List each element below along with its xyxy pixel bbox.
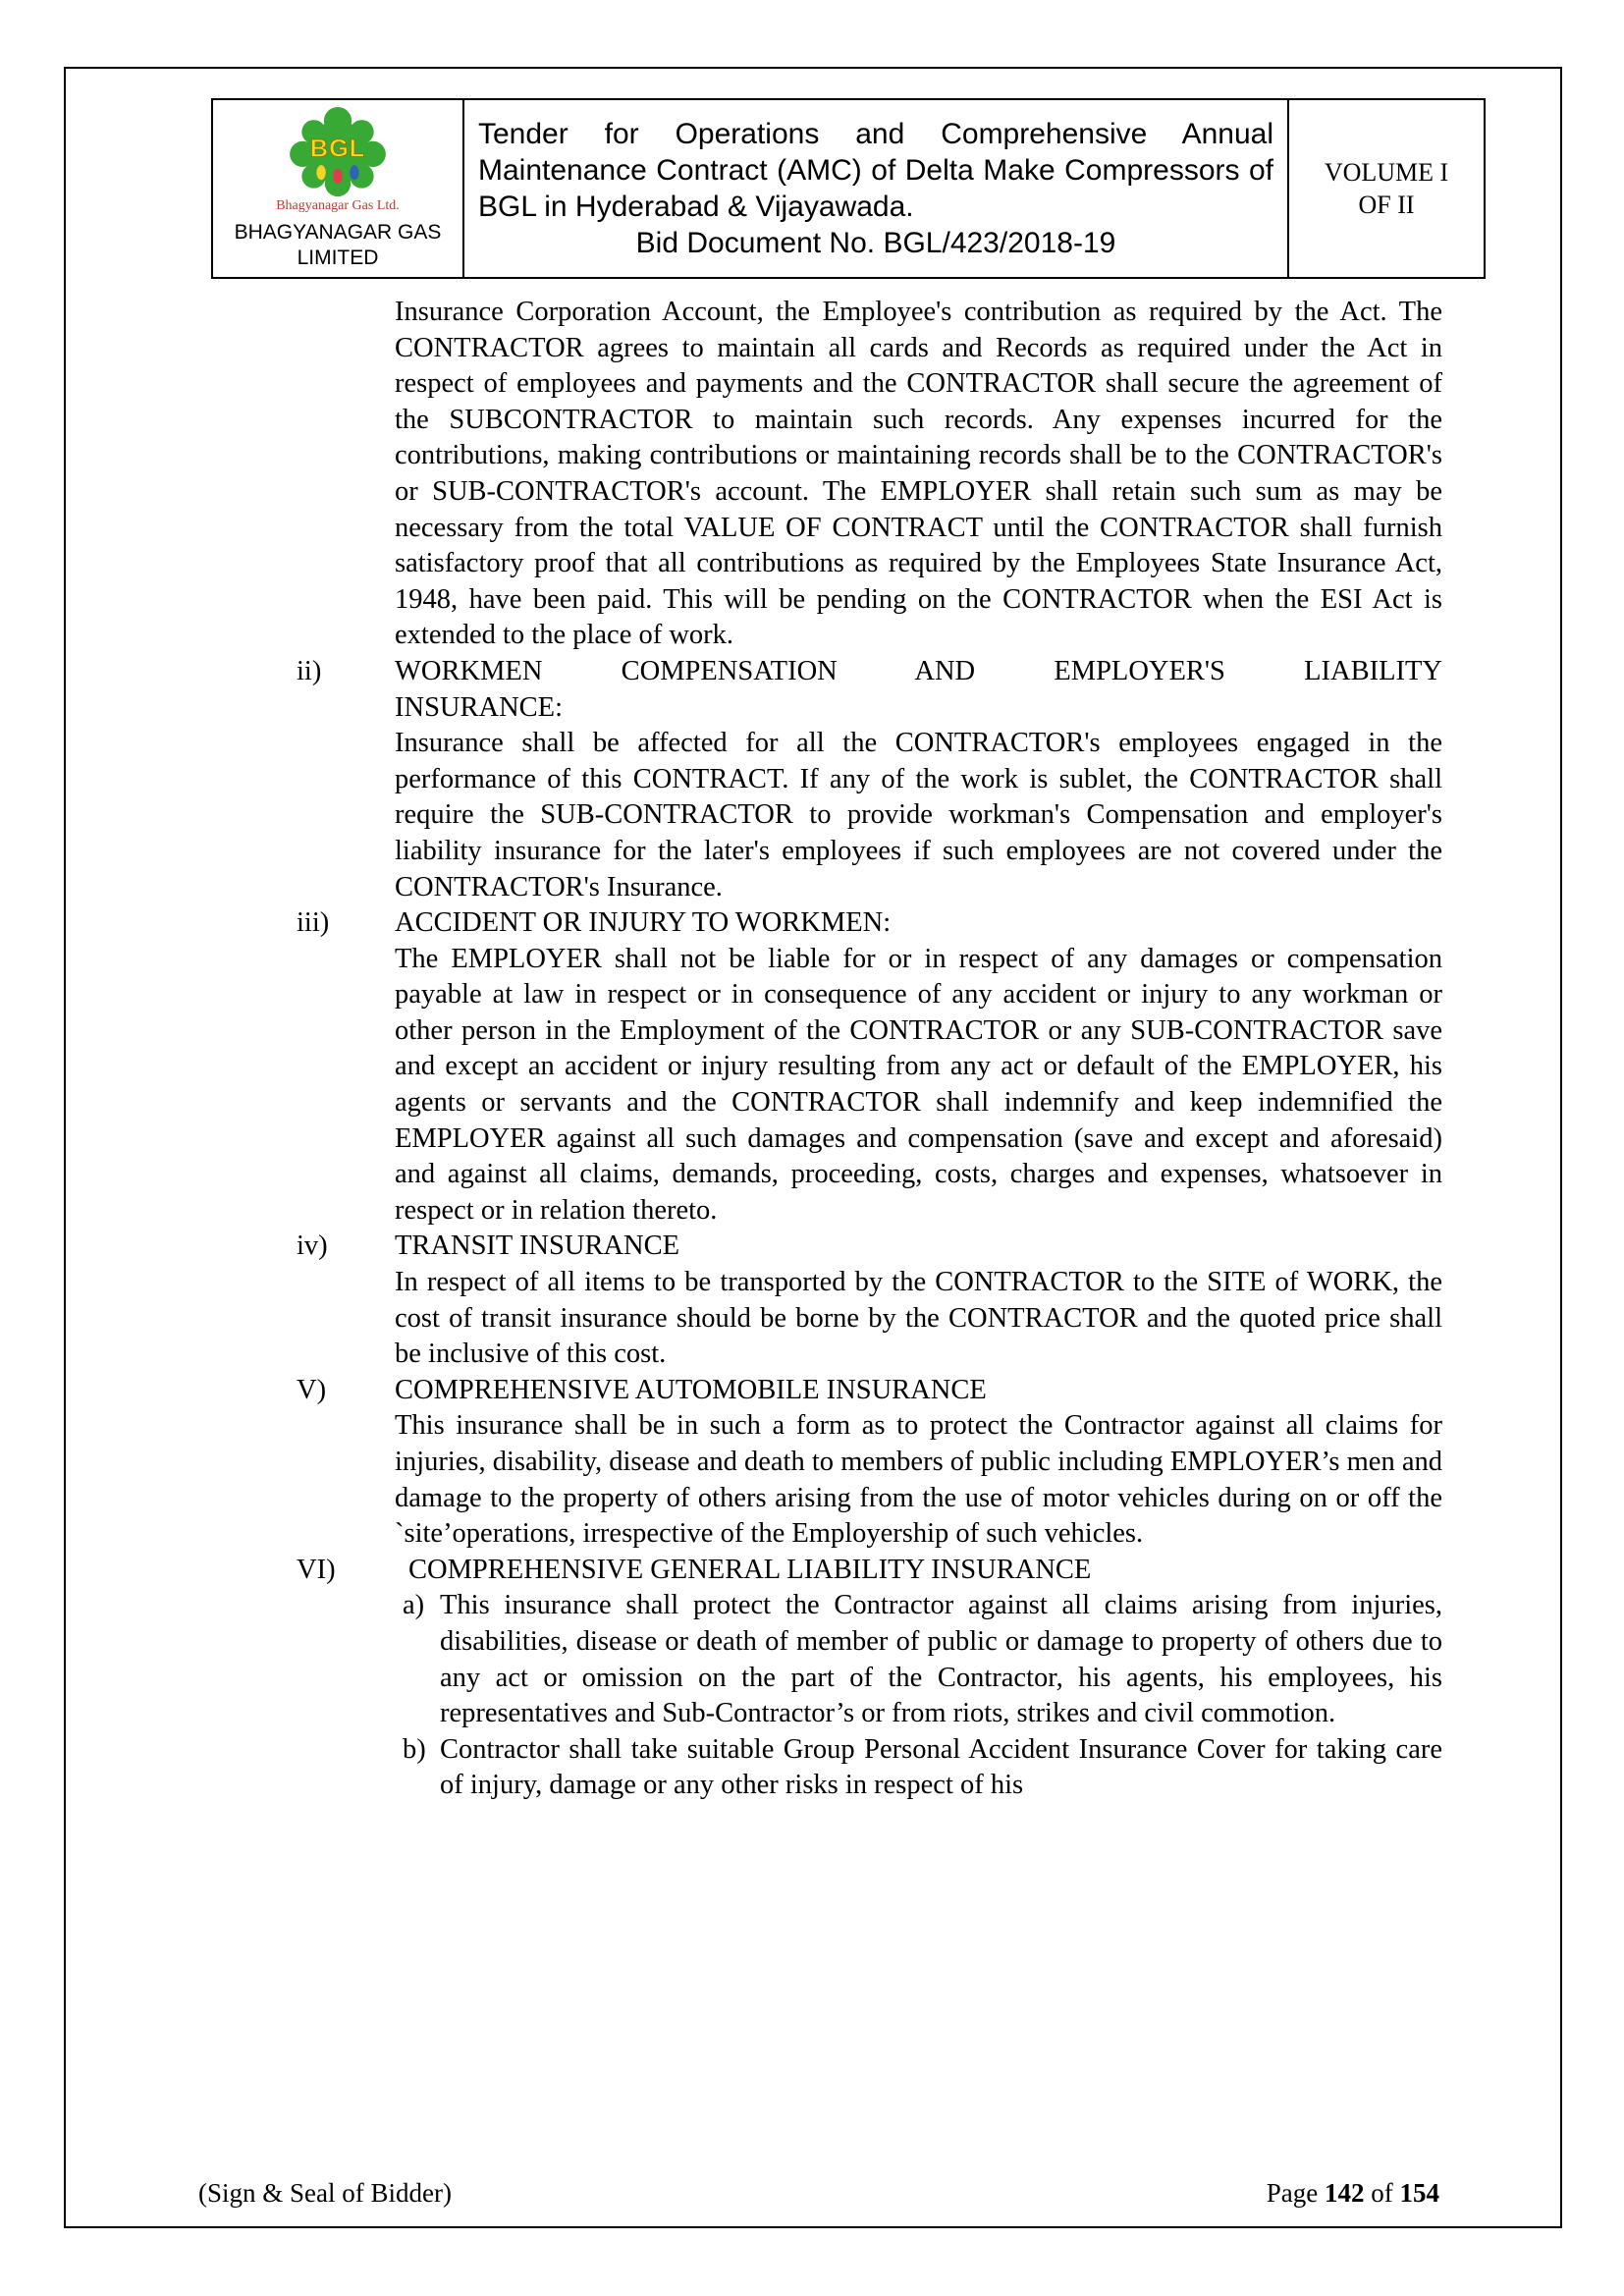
item-heading-vi: COMPREHENSIVE GENERAL LIABILITY INSURANCE	[408, 1554, 1092, 1585]
list-item-iv	[297, 1229, 1442, 1372]
item-heading-iii: ACCIDENT OR INJURY TO WORKMEN:	[395, 907, 892, 939]
page-footer	[198, 2176, 1439, 2210]
page-current: 142	[1325, 2178, 1365, 2208]
paragraph-intro: Insurance Corporation Account, the Employee's contribution as required by the Act. The CONTRACTOR agrees to maintain all cards and Records as required under the Act in respect of employees and payments and the CONTRACTOR shall secure the agreement of the SUBCONTRACTOR to maintain such records. Any expenses incurred for the contributions, making contributions or maintaining records shall be to the CONTRACTOR's or SUB-CONTRACTOR's account. The EMPLOYER shall retain such sum as may be necessary from the total VALUE OF CONTRACT until the CONTRACTOR shall furnish satisfactory proof that all contributions as required by the Employees State Insurance Act, 1948, have been paid. This will be pending on the CONTRACTOR when the ESI Act is extended to the place of work.	[395, 297, 1442, 651]
item-body-v	[395, 1373, 1442, 1553]
item-label-iii: iii)	[297, 907, 330, 939]
item-text-v: This insurance shall be in such a form as to protect the Contractor against all claims for injuries, disability, disease and death to members of public including EMPLOYER’s men and damage to the property of others arising from the use of motor vehicles during on or off the `site’operations, irrespective of the Employership of such vehicles.	[395, 1410, 1442, 1550]
item-body-iv	[395, 1229, 1442, 1372]
logo-letters: BGL	[309, 135, 366, 163]
page-total: 154	[1399, 2178, 1439, 2208]
sub-item-b	[395, 1732, 1442, 1804]
item-label-iv: iv)	[297, 1230, 328, 1262]
list-item-ii	[297, 654, 1442, 905]
sub-item-a	[395, 1588, 1442, 1731]
volume-cell	[1288, 99, 1485, 278]
org-name-line2: LIMITED	[297, 246, 379, 269]
item-text-ii: Insurance shall be affected for all the CONTRACTOR's employees engaged in the performance of this CONTRACT. If any of the work is sublet, the CONTRACTOR shall require the SUB-CONTRACTOR to provide workman's Compensation and employer's liability insurance for the later's employees if such employees are not covered under the CONTRACTOR's Insurance.	[395, 728, 1442, 902]
document-body	[297, 295, 1442, 1804]
logo-cell	[212, 99, 463, 278]
volume-line2: OF II	[1358, 191, 1415, 219]
page-prefix: Page	[1266, 2178, 1319, 2208]
sub-label-a: a)	[403, 1590, 425, 1621]
sign-seal-label: (Sign & Seal of Bidder)	[198, 2178, 452, 2208]
item-body-vi	[395, 1553, 1442, 1804]
sub-text-a: This insurance shall protect the Contractor against all claims arising from injuries, disabilities, disease or death of member of public or damage to property of others due to any act or omission on the part of the Contractor, his agents, his employees, his representatives and Sub-Contractor’s or from riots, strikes and civil commotion.	[440, 1590, 1442, 1729]
item-heading-ii-line2: INSURANCE:	[395, 691, 564, 723]
item-body-iii	[395, 905, 1442, 1229]
page-of: of	[1371, 2178, 1393, 2208]
bgl-logo-icon	[283, 106, 393, 198]
item-heading-v: COMPREHENSIVE AUTOMOBILE INSURANCE	[395, 1374, 987, 1405]
item-body-ii	[395, 654, 1442, 905]
item-label-vi: VI)	[297, 1554, 336, 1585]
volume-line1: VOLUME I	[1324, 158, 1449, 187]
page-border	[64, 67, 1562, 2228]
item-text-iv: In respect of all items to be transported by the CONTRACTOR to the SITE of WORK, the cost of transit insurance should be borne by the CONTRACTOR and the quoted price shall be inclusive of this cost.	[395, 1267, 1442, 1370]
sub-label-b: b)	[403, 1733, 426, 1765]
list-item-v	[297, 1373, 1442, 1553]
tender-title: Tender for Operations and Comprehensive Annual Maintenance Contract (AMC) of Delta Make Compressors of BGL in Hyderabad & Vijayawada.	[478, 118, 1273, 223]
logo-caption: Bhagyanagar Gas Ltd.	[276, 198, 400, 213]
bid-document-number: Bid Document No. BGL/423/2018-19	[635, 227, 1116, 259]
list-item-vi	[297, 1553, 1442, 1804]
item-heading-ii-line1: WORKMEN COMPENSATION AND EMPLOYER'S LIABILITY	[395, 655, 1442, 686]
item-label-ii: ii)	[297, 655, 322, 686]
list-item-iii	[297, 905, 1442, 1229]
org-name-line1: BHAGYANAGAR GAS	[234, 221, 442, 244]
item-label-v: V)	[297, 1374, 327, 1405]
page-number	[1267, 2176, 1439, 2210]
item-text-iii: The EMPLOYER shall not be liable for or in respect of any damages or compensation payable at law in respect or in consequence of any accident or injury to any workman or other person in the Employment of the CONTRACTOR or any SUB-CONTRACTOR save and except an accident or injury resulting from any act or default of the EMPLOYER, his agents or servants and the CONTRACTOR shall indemnify and keep indemnified the EMPLOYER against all such damages and compensation (save and except and aforesaid) and against all claims, demands, proceeding, costs, charges and expenses, whatsoever in respect or in relation thereto.	[395, 943, 1442, 1226]
org-name	[227, 220, 449, 271]
item-heading-iv: TRANSIT INSURANCE	[395, 1230, 680, 1262]
title-cell	[463, 99, 1288, 278]
sub-text-b: Contractor shall take suitable Group Personal Accident Insurance Cover for taking care of injury, damage or any other risks in respect of his	[440, 1733, 1442, 1801]
document-header-table	[211, 98, 1486, 279]
